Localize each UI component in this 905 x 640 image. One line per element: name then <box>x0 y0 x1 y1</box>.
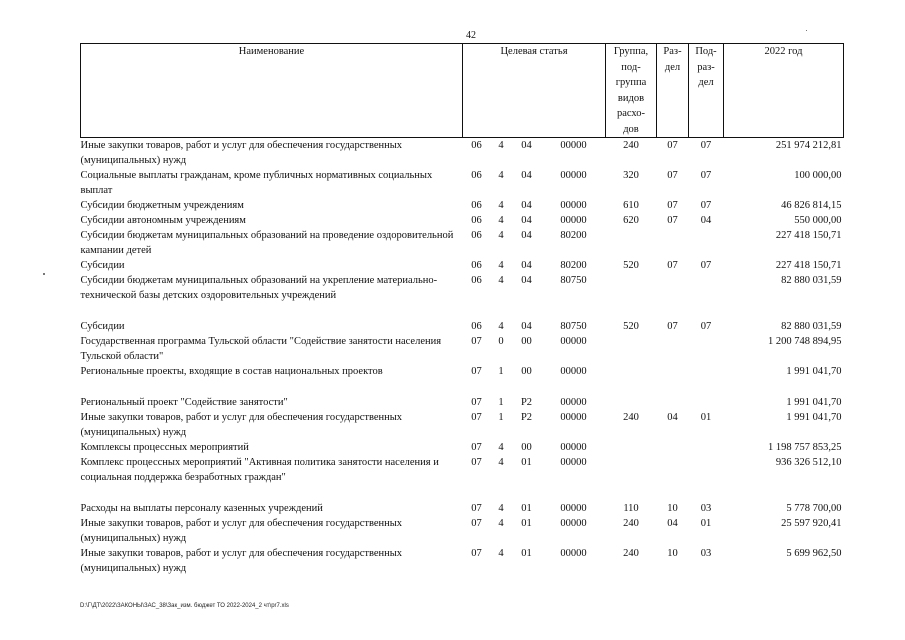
table-row <box>81 501 844 516</box>
cell-expense-group: 520 <box>623 321 639 332</box>
cell-target-direction: 80750 <box>560 321 587 332</box>
budget-table <box>80 43 844 576</box>
cell-target-program: 07 <box>471 503 482 514</box>
cell-expense-group: 240 <box>623 518 639 529</box>
cell-section <box>657 440 689 455</box>
cell-subsection: 07 <box>700 321 712 332</box>
cell-subsection: 03 <box>700 548 712 559</box>
cell-section <box>657 455 689 501</box>
cell-name: Региональный проект "Содействие занятости" <box>80 397 288 408</box>
cell-target-subprogram: 4 <box>498 140 504 151</box>
cell-target-direction: 80200 <box>560 230 587 241</box>
cell-amount: 550 000,00 <box>794 215 842 226</box>
cell-name: Региональные проекты, входящие в состав национальных проектов <box>80 366 383 377</box>
cell-expense-group: 240 <box>623 140 639 151</box>
cell-target-direction: 00000 <box>560 366 587 377</box>
cell-name: Иные закупки товаров, работ и услуг для обеспечения государственных (муниципальных) нужд <box>80 548 403 574</box>
table-row <box>81 138 844 169</box>
cell-amount: 1 991 041,70 <box>786 366 842 377</box>
cell-target-direction: 00000 <box>560 518 587 529</box>
cell-target-direction: 00000 <box>560 170 587 181</box>
cell-amount: 100 000,00 <box>794 170 842 181</box>
cell-section <box>657 273 689 319</box>
cell-amount: 82 880 031,59 <box>781 275 842 286</box>
cell-target-event: P2 <box>520 397 533 408</box>
cell-target-program: 06 <box>471 230 482 241</box>
cell-target-subprogram: 4 <box>498 548 504 559</box>
table-row <box>81 364 844 395</box>
cell-expense-group <box>606 440 657 455</box>
cell-amount: 227 418 150,71 <box>775 230 842 241</box>
cell-name: Государственная программа Тульской области "Содействие занятости населения Тульской области" <box>80 336 442 362</box>
cell-target-subprogram: 4 <box>498 321 504 332</box>
cell-section: 07 <box>667 260 678 271</box>
cell-name: Иные закупки товаров, работ и услуг для обеспечения государственных (муниципальных) нужд <box>80 412 403 438</box>
cell-target-program: 07 <box>471 548 482 559</box>
table-row <box>81 168 844 198</box>
cell-name: Субсидии бюджетным учреждениям <box>80 200 244 211</box>
cell-expense-group: 240 <box>623 412 639 423</box>
cell-target-direction: 00000 <box>560 397 587 408</box>
cell-name: Субсидии <box>80 321 125 332</box>
cell-amount: 46 826 814,15 <box>781 200 842 211</box>
cell-target-program: 07 <box>471 457 482 468</box>
cell-amount: 1 991 041,70 <box>786 412 842 423</box>
cell-expense-group <box>606 334 657 364</box>
cell-name: Субсидии бюджетам муниципальных образований на укрепление материально-технической базы детских оздоровительных учреждений <box>80 275 438 301</box>
cell-expense-group: 520 <box>623 260 639 271</box>
header-subsection: Под- раз- дел <box>689 44 724 138</box>
cell-section: 04 <box>667 518 678 529</box>
file-path-footer: D:\Г\ДТ\2022\ЗАКОНЫ\ЗАС_38\Зак_изм. бюджет ТО 2022-2024_2 чт\pr7.xls <box>80 603 289 609</box>
cell-target-program: 07 <box>471 518 482 529</box>
cell-section: 07 <box>667 321 678 332</box>
table-row <box>81 198 844 213</box>
table-row <box>81 213 844 228</box>
cell-amount: 1 198 757 853,25 <box>768 442 842 453</box>
table-row <box>81 516 844 546</box>
cell-section: 07 <box>667 170 678 181</box>
cell-target-program: 06 <box>471 170 482 181</box>
cell-target-program: 07 <box>471 412 482 423</box>
table-row <box>81 455 844 501</box>
cell-target-event: 00 <box>521 336 532 347</box>
cell-target-program: 06 <box>471 200 482 211</box>
cell-amount: 82 880 031,59 <box>781 321 842 332</box>
cell-target-event: 00 <box>521 442 532 453</box>
cell-target-event: 01 <box>521 503 532 514</box>
cell-expense-group: 110 <box>623 503 639 514</box>
table-row <box>81 319 844 334</box>
page-number: 42 <box>466 30 476 41</box>
cell-target-program: 06 <box>471 275 482 286</box>
cell-target-direction: 00000 <box>560 457 587 468</box>
cell-name: Комплекс процессных мероприятий "Активная политика занятости населения и социальная поддержка безработных граждан" <box>80 457 439 483</box>
table-row <box>81 395 844 410</box>
cell-target-direction: 00000 <box>560 200 587 211</box>
header-section: Раз- дел <box>657 44 689 138</box>
cell-section: 07 <box>667 215 678 226</box>
cell-target-subprogram: 1 <box>498 397 504 408</box>
cell-section <box>657 334 689 364</box>
cell-expense-group: 610 <box>623 200 639 211</box>
table-row <box>81 440 844 455</box>
cell-target-subprogram: 4 <box>498 215 504 226</box>
cell-subsection <box>689 440 724 455</box>
table-row <box>81 258 844 273</box>
cell-expense-group <box>606 395 657 410</box>
cell-section: 07 <box>667 200 678 211</box>
table-header <box>81 44 844 138</box>
cell-subsection: 07 <box>700 170 712 181</box>
cell-name: Субсидии автономным учреждениям <box>80 215 246 226</box>
cell-target-event: 04 <box>521 260 532 271</box>
cell-target-subprogram: 4 <box>498 275 504 286</box>
table-row <box>81 546 844 576</box>
cell-target-subprogram: 4 <box>498 200 504 211</box>
cell-target-event: 00 <box>521 366 532 377</box>
cell-target-direction: 00000 <box>560 442 587 453</box>
cell-target-direction: 80200 <box>560 260 587 271</box>
cell-amount: 5 699 962,50 <box>786 548 842 559</box>
cell-amount: 227 418 150,71 <box>775 260 842 271</box>
cell-subsection <box>689 455 724 501</box>
cell-expense-group <box>606 273 657 319</box>
cell-subsection <box>689 228 724 258</box>
cell-subsection: 07 <box>700 140 712 151</box>
cell-expense-group: 240 <box>623 548 639 559</box>
cell-target-subprogram: 4 <box>498 260 504 271</box>
cell-section: 10 <box>667 503 678 514</box>
cell-target-program: 07 <box>471 397 482 408</box>
cell-amount: 5 778 700,00 <box>786 503 842 514</box>
cell-name: Комплексы процессных мероприятий <box>80 442 249 453</box>
cell-target-program: 07 <box>471 366 482 377</box>
cell-subsection: 07 <box>700 260 712 271</box>
cell-target-subprogram: 4 <box>498 442 504 453</box>
cell-target-event: 04 <box>521 275 532 286</box>
table-row <box>81 410 844 440</box>
cell-name: Субсидии бюджетам муниципальных образований на проведение оздоровительной кампании детей <box>80 230 454 256</box>
cell-expense-group: 320 <box>623 170 639 181</box>
cell-name: Социальные выплаты гражданам, кроме публичных нормативных социальных выплат <box>80 170 433 196</box>
cell-target-subprogram: 4 <box>498 170 504 181</box>
cell-target-subprogram: 4 <box>498 518 504 529</box>
header-target-article: Целевая статья <box>463 44 606 138</box>
header-year: 2022 год <box>724 44 844 138</box>
cell-target-event: 04 <box>521 321 532 332</box>
cell-section: 10 <box>667 548 678 559</box>
cell-name: Иные закупки товаров, работ и услуг для обеспечения государственных (муниципальных) нужд <box>80 140 403 166</box>
cell-target-subprogram: 0 <box>498 336 504 347</box>
cell-subsection <box>689 364 724 395</box>
cell-subsection: 01 <box>700 518 712 529</box>
table-row <box>81 334 844 364</box>
cell-amount: 1 200 748 894,95 <box>768 336 842 347</box>
scan-speck <box>43 273 45 275</box>
cell-name: Субсидии <box>80 260 125 271</box>
cell-target-program: 07 <box>471 442 482 453</box>
cell-target-program: 06 <box>471 140 482 151</box>
cell-subsection: 07 <box>700 200 712 211</box>
cell-target-event: 04 <box>521 215 532 226</box>
cell-expense-group: 620 <box>623 215 639 226</box>
cell-expense-group <box>606 455 657 501</box>
cell-target-program: 06 <box>471 260 482 271</box>
cell-name: Иные закупки товаров, работ и услуг для обеспечения государственных (муниципальных) нужд <box>80 518 403 544</box>
cell-target-direction: 00000 <box>560 215 587 226</box>
header-name: Наименование <box>81 44 463 138</box>
cell-expense-group <box>606 228 657 258</box>
cell-amount: 251 974 212,81 <box>775 140 842 151</box>
cell-section <box>657 364 689 395</box>
cell-subsection <box>689 273 724 319</box>
cell-section <box>657 395 689 410</box>
table-row <box>81 228 844 258</box>
table-row <box>81 273 844 319</box>
cell-target-event: 04 <box>521 140 532 151</box>
cell-name: Расходы на выплаты персоналу казенных учреждений <box>80 503 323 514</box>
cell-target-direction: 80750 <box>560 275 587 286</box>
cell-subsection: 01 <box>700 412 712 423</box>
cell-target-event: P2 <box>520 412 533 423</box>
cell-target-direction: 00000 <box>560 503 587 514</box>
cell-section: 07 <box>667 140 678 151</box>
cell-target-program: 06 <box>471 215 482 226</box>
cell-subsection: 04 <box>700 215 712 226</box>
cell-section: 04 <box>667 412 678 423</box>
cell-amount: 936 326 512,10 <box>775 457 842 468</box>
header-group: Группа, под- группа видов расхо- дов <box>606 44 657 138</box>
cell-target-event: 01 <box>521 457 532 468</box>
cell-target-event: 04 <box>521 170 532 181</box>
cell-target-direction: 00000 <box>560 336 587 347</box>
cell-section <box>657 228 689 258</box>
cell-target-subprogram: 4 <box>498 457 504 468</box>
cell-target-program: 07 <box>471 336 482 347</box>
cell-target-program: 06 <box>471 321 482 332</box>
cell-subsection <box>689 395 724 410</box>
cell-target-event: 01 <box>521 518 532 529</box>
cell-subsection <box>689 334 724 364</box>
cell-target-subprogram: 1 <box>498 412 504 423</box>
cell-target-direction: 00000 <box>560 412 587 423</box>
cell-target-event: 04 <box>521 230 532 241</box>
cell-subsection: 03 <box>700 503 712 514</box>
cell-target-subprogram: 4 <box>498 503 504 514</box>
cell-amount: 1 991 041,70 <box>786 397 842 408</box>
cell-target-subprogram: 4 <box>498 230 504 241</box>
cell-target-event: 04 <box>521 200 532 211</box>
cell-expense-group <box>606 364 657 395</box>
cell-target-direction: 00000 <box>560 548 587 559</box>
cell-target-subprogram: 1 <box>498 366 504 377</box>
cell-target-event: 01 <box>521 548 532 559</box>
cell-target-direction: 00000 <box>560 140 587 151</box>
cell-amount: 25 597 920,41 <box>781 518 842 529</box>
scan-speck <box>806 30 807 31</box>
